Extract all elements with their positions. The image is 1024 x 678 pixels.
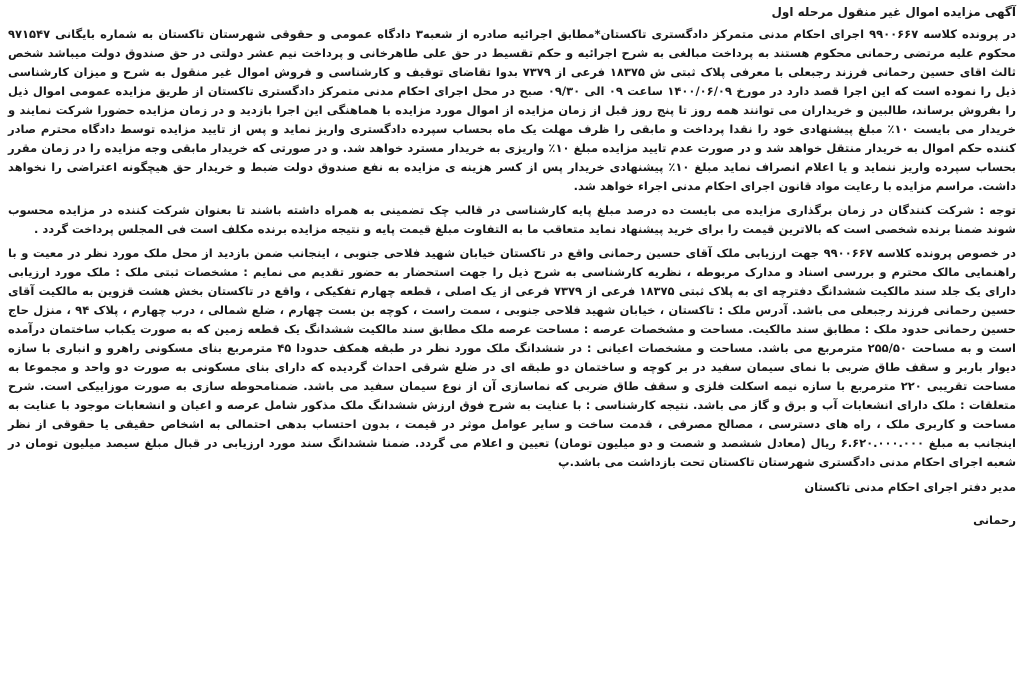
notice-title: آگهی مزایده اموال غیر منقول مرحله اول — [771, 5, 1016, 19]
signer-name: رحمانی — [973, 513, 1016, 527]
signature-block — [8, 478, 1016, 530]
signer-title: مدیر دفتر اجرای احکام مدنی تاکستان — [804, 480, 1016, 494]
appraisal-report-paragraph: در خصوص پرونده کلاسه ۹۹۰۰۶۶۷ جهت ارزیابی ملک آقای حسین رحمانی واقع در تاکستان خیابان شهید فلاحی جنوبی ، اینجانب ضمن بازدید از محل ملک مورد نظر در معیت و با راهنمایی مالک محترم و بررسی اسناد و مدارک مربوطه ، نظریه کارشناسی به شرح ذیل را جهت استحضار به حضور تقدیم می نمایم : مشخصات ثبتی ملک : ملک مورد ارزیابی دارای یک جلد سند مالکیت ششدانگ دفترچه ای به پلاک ثبتی ۱۸۳۷۵ فرعی از ۷۳۷۹ فرعی از یک اصلی ، قطعه چهارم تفکیکی ، واقع در تاکستان بخش هشت قزوین به مالکیت آقای حسین رحمانی فرزند رجبعلی می باشد. آدرس ملک : تاکستان ، خیابان شهید فلاحی جنوبی ، سمت راست ، کوچه بن بست چهارم ، ضلع شمالی ، درب چهارم ، پلاک ۹۴ ، منزل حاج حسین رحمانی حدود ملک : مطابق سند مالکیت. مساحت و مشخصات عرصه : مساحت عرصه ملک مطابق سند مالکیت ششدانگ یک قطعه زمین که به صورت یکباب ساختمان درآمده است و به مساحت ۲۵۵/۵۰ مترمربع می باشد. مساحت و مشخصات اعیانی : در ششدانگ ملک مورد نظر در طبقه همکف حدودا ۴۵ مترمربع بنای مسکونی راهرو و انباری با سازه دیوار باربر و سقف طاق ضربی با نمای سیمان سفید در بر کوچه و ساختمان دو طبقه ای در ضلع شرقی احداث گردیده که دارای بنای مسکونی به صورت دو واحد و مجموعا به مساحت تقریبی ۲۲۰ مترمربع با سازه نیمه اسکلت فلزی و سقف طاق ضربی که نماسازی آن از نوع سیمان سفید می باشد. ضمنامحوطه سازی به صورت موزاییکی است. شرح متعلقات : ملک دارای انشعابات آب و برق و گاز می باشد. نتیجه کارشناسی : با عنایت به شرح فوق ارزش ششدانگ ملک مذکور شامل عرصه و اعیان و انشعابات موجود با عنایت به مساحت و کاربری ملک ، راه های دسترسی ، مصالح مصرفی ، قدمت ساخت و سایر عوامل موثر در قیمت ، بدون احتساب بدهی احتمالی به اشخاص حقیقی یا حقوقی از نظر اینجانب به مبلغ ۶.۶۲۰.۰۰۰.۰۰۰ ریال (معادل ششصد و شصت و دو میلیون تومان) تعیین و اعلام می گردد. ضمنا ششدانگ سند مورد ارزیابی در قبال مبلغ سیصد میلیون تومان در شعبه اجرای احکام مدنی دادگستری شهرستان تاکستان تحت بازداشت می باشد.پ — [8, 246, 1016, 469]
participant-note-paragraph: توجه : شرکت کنندگان در زمان برگذاری مزایده می بایست ده درصد مبلغ پایه کارشناسی در قالب چک تضمینی به همراه داشته باشند تا بعنوان شرکت کننده در مزایده محسوب شوند ضمنا برنده شخصی است که بالاترین قیمت را برای خرید پیشنهاد نماید متعاقب ما به التفاوت مبلغ قیمت پایه و نتیجه مزایده برنده مکلف است فی المجلس پرداخت گردد . — [8, 203, 1016, 236]
auction-details-paragraph: در پرونده کلاسه ۹۹۰۰۶۶۷ اجرای احکام مدنی متمرکز دادگستری تاکستان*مطابق اجرائیه صادره از شعبه۳ دادگاه عمومی و حقوقی شهرستان تاکستان به شماره بایگانی ۹۷۱۵۴۷ محکوم علیه مرتضی رحمانی محکوم هستند به پرداخت مبالغی به شرح اجرائیه و حکم تقسیط در حق علی طاهرخانی و پرداخت نیم عشر دولتی در حق صندوق دولت میباشد شخص ثالث اقای حسین رحمانی فرزند رجبعلی با معرفی پلاک ثبتی ش ۱۸۳۷۵ فرعی از ۷۳۷۹ بدوا تقاضای توقیف و کارشناسی و فروش اموال غیر منقول به شرح و میزان کارشناسی ذیل را نموده است که این اجرا قصد دارد در مورخ ۱۴۰۰/۰۶/۰۹ ساعت ۰۹ الی ۰۹/۳۰ صبح در محل اجرای احکام مدنی متمرکز دادگستری تاکستان از طریق مزایده عمومی اموال ذیل را بفروش برساند، طالبین و خریداران می توانند همه روز تا پنج روز قبل از زمان مزایده از اموال مورد مزایده با هماهنگی این اجرا بازدید و در زمان مزایده حضورا شرکت نمایند و خریدار می بایست ۱۰٪ مبلغ پیشنهادی خود را نقدا پرداخت و مابقی را ظرف مهلت یک ماه بحساب سپرده دادگستری واریز نماید و پس از تایید مزایده توسط دادگاه محترم صادر کننده حکم اموال به خریدار منتقل خواهد شد و در صورت عدم تایید مزایده مبلغ ۱۰٪ واریزی به خریدار مسترد خواهد شد. و در صورتی که خریدار مابقی وجه مزایده را در زمان مقرر بحساب سپرده واریز ننماید و یا اعلام انصراف نماید مبلغ ۱۰٪ پیشنهادی خریدار پس از کسر هزینه ی مزایده به نفع صندوق دولت ضبط و خریدار حق هیچگونه اعتراضی را نخواهد داشت. مراسم مزایده با رعایت مواد قانون اجرای احکام مدنی اجراء خواهد شد. — [8, 27, 1017, 193]
